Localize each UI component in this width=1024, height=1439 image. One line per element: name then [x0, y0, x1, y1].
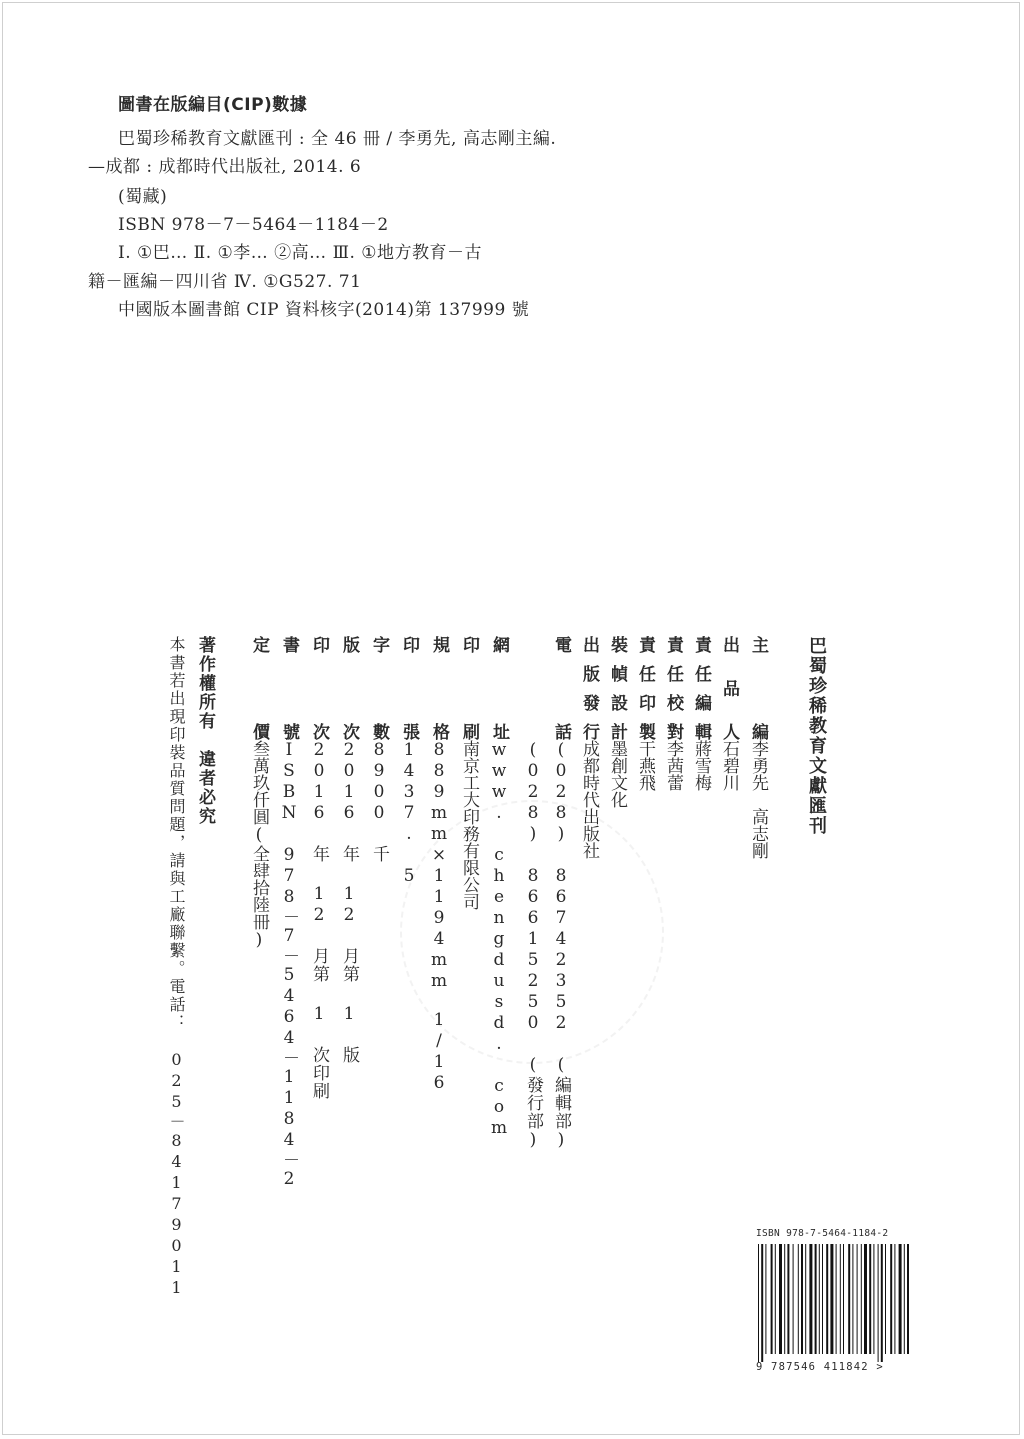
- row-label: 出 品 人: [719, 636, 739, 740]
- cip-line-6: 籍－匯編－四川省 Ⅳ. ①G527. 71: [88, 272, 362, 292]
- barcode-bar: [798, 1244, 799, 1354]
- row-label: 規 格: [429, 636, 449, 740]
- barcode-bar: [890, 1244, 892, 1354]
- barcode-bar: [904, 1244, 905, 1354]
- row-label: 主 編: [748, 636, 768, 740]
- barcode-bar: [809, 1244, 812, 1354]
- barcode-bar: [787, 1244, 789, 1354]
- barcode-bar: [861, 1244, 862, 1354]
- row-value: 成都時代出版社: [579, 740, 599, 859]
- row-value: 李勇先 高志剛: [748, 740, 768, 859]
- colophon-row-printer: [460, 636, 477, 910]
- barcode-bar: [761, 1244, 763, 1362]
- row-label: 電 話: [551, 636, 571, 740]
- cip-title: 圖書在版編目(CIP)數據: [118, 95, 308, 115]
- row-label: 網 址: [489, 636, 509, 740]
- colophon-row-price: [250, 636, 267, 950]
- barcode-bar: [852, 1244, 853, 1354]
- barcode-bar: [815, 1244, 817, 1354]
- row-value: 南京工大印務有限公司: [459, 740, 479, 910]
- barcode-bar: [775, 1244, 776, 1354]
- colophon-row-isbn: [280, 636, 297, 1190]
- row-label: 責任編輯: [691, 636, 711, 740]
- row-value: www. chengdusd. com: [489, 740, 509, 1139]
- row-label: 印 張: [399, 636, 419, 740]
- cip-line-3: (蜀藏): [118, 187, 168, 207]
- quality-notice-text: 本書若出現印裝品質問題，請與工廠聯繫。電話： 025－84179011: [167, 636, 186, 1299]
- row-value: 889mm×1194mm 1/16: [429, 740, 449, 1094]
- copyright-notice: [196, 636, 213, 826]
- barcode-isbn-label: ISBN 978-7-5464-1184-2: [756, 1228, 889, 1239]
- row-label: 版 次: [339, 636, 359, 740]
- row-value: 墨創文化: [607, 740, 627, 808]
- barcode-bar: [885, 1244, 886, 1354]
- colophon-row-editor: [749, 636, 766, 859]
- colophon-row-proofreader: [664, 636, 681, 791]
- barcode-bar: [864, 1244, 867, 1354]
- row-label: 印 次: [309, 636, 329, 740]
- barcode-bar: [881, 1244, 883, 1362]
- series-title-text: 巴蜀珍稀教育文獻匯刊: [806, 636, 827, 836]
- barcode-bar: [878, 1244, 879, 1362]
- barcode-bar: [819, 1244, 820, 1354]
- row-value: 8900 千: [369, 740, 389, 863]
- row-value: (028) 86742352 (編輯部): [551, 740, 571, 1151]
- colophon-row-format: [430, 636, 447, 1094]
- barcode-bar: [826, 1244, 828, 1354]
- colophon-row-printing-manager: [636, 636, 653, 791]
- copyright-text: 著作權所有 違者必究: [195, 636, 215, 826]
- colophon-row-designer: [608, 636, 625, 808]
- row-value: 1437. 5: [399, 740, 419, 887]
- row-value: 叁萬玖仟圓(全肆拾陸冊): [249, 740, 269, 950]
- row-label: 書 號: [279, 636, 299, 740]
- colophon-row-edition: [340, 636, 357, 1064]
- barcode-bar: [771, 1244, 773, 1354]
- row-value: 干燕飛: [635, 740, 655, 791]
- barcode-bar: [758, 1244, 759, 1362]
- barcode-bar: [822, 1244, 823, 1354]
- row-label: 責任校對: [663, 636, 683, 740]
- barcode-bar: [869, 1244, 871, 1354]
- row-label: 字 數: [369, 636, 389, 740]
- barcode-bar: [801, 1244, 803, 1354]
- row-value: ISBN 978－7－5464－1184－2: [279, 740, 299, 1190]
- isbn-barcode: [752, 1222, 918, 1384]
- cip-line-5: Ⅰ. ①巴… Ⅱ. ①李… ②高… Ⅲ. ①地方教育－古: [118, 243, 483, 263]
- row-label: 責任印製: [635, 636, 655, 740]
- colophon-row-phone-2: [524, 636, 541, 1151]
- barcode-bar: [805, 1244, 806, 1354]
- barcode-bar: [894, 1244, 895, 1354]
- colophon-row-word-count: [370, 636, 387, 863]
- row-label: 裝幀設計: [607, 636, 627, 740]
- barcode-bar: [830, 1244, 833, 1354]
- barcode-bar: [843, 1244, 844, 1354]
- cip-line-1: 巴蜀珍稀教育文獻匯刊 : 全 46 冊 / 李勇先, 高志剛主編.: [118, 129, 557, 149]
- row-value: 石碧川: [719, 740, 739, 791]
- colophon-row-publisher: [580, 636, 597, 859]
- row-label: 印 刷: [459, 636, 479, 740]
- cip-line-7: 中國版本圖書館 CIP 資料核字(2014)第 137999 號: [118, 300, 530, 320]
- colophon-row-responsible-editor: [692, 636, 709, 791]
- row-value: 蔣雪梅: [691, 740, 711, 791]
- row-value: 李茜蕾: [663, 740, 683, 791]
- cip-line-2: —成都 : 成都時代出版社, 2014. 6: [88, 157, 362, 177]
- colophon-row-producer: [720, 636, 737, 791]
- barcode-bar: [873, 1244, 874, 1354]
- series-title: [807, 636, 825, 836]
- cip-line-4: ISBN 978－7－5464－1184－2: [118, 215, 389, 235]
- barcode-bar: [848, 1244, 850, 1354]
- barcode-bar: [793, 1244, 794, 1354]
- barcode-bar: [765, 1244, 766, 1354]
- barcode-bars: [758, 1244, 912, 1362]
- barcode-bar: [784, 1244, 785, 1354]
- row-value: 2016 年 12 月第 1 次印刷: [309, 740, 329, 1100]
- barcode-bar: [907, 1244, 909, 1354]
- barcode-bar: [840, 1244, 841, 1354]
- barcode-bar: [899, 1244, 902, 1354]
- row-value: 2016 年 12 月第 1 版: [339, 740, 359, 1064]
- colophon-row-printing: [310, 636, 327, 1100]
- colophon-row-phone: [552, 636, 569, 1151]
- quality-notice: [168, 636, 184, 1299]
- barcode-bar: [836, 1244, 837, 1354]
- row-label: 出版發行: [579, 636, 599, 740]
- barcode-digits: 9 787546 411842 >: [756, 1361, 884, 1373]
- row-value: (028) 86615250 (發行部): [523, 740, 543, 1151]
- colophon-row-website: [490, 636, 507, 1139]
- row-label: 定 價: [249, 636, 269, 740]
- barcode-bar: [857, 1244, 858, 1354]
- barcode-bar: [779, 1244, 782, 1354]
- colophon-row-sheets: [400, 636, 417, 887]
